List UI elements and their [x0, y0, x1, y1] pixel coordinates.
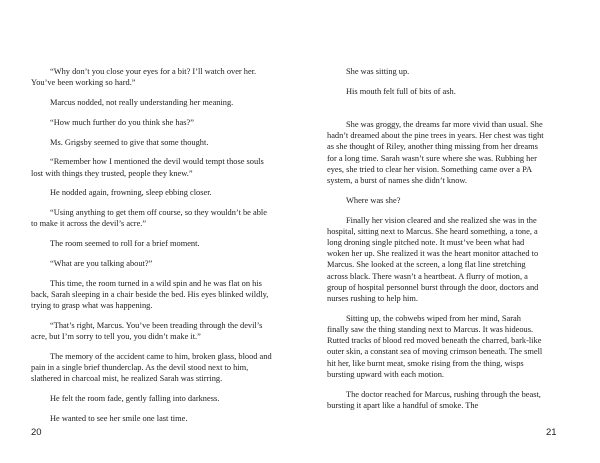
paragraph: The doctor reached for Marcus, rushing through the beast, bursting it apart like a handful of smoke. The — [327, 389, 541, 410]
paragraph: Marcus nodded, not really understanding her meaning. — [50, 98, 234, 107]
paragraph: The memory of the accident came to him, broken glass, blood and pain in a single brief thunderclap. As the devil stood next to him, slathered in charcoal mist, he realized Sarah was stirring. — [31, 351, 272, 384]
paragraph: Ms. Grigsby seemed to give that some thought. — [50, 137, 209, 147]
paragraph: She was sitting up. — [346, 67, 410, 76]
paragraph: “Using anything to get them off course, so they wouldn’t be able to make it across the devil’s acre.” — [31, 208, 267, 229]
right-page-text — [327, 66, 544, 420]
paragraph: She was groggy, the dreams far more vivid than usual. She hadn’t dreamed about the pine trees in years. Her chest was tight as she thought of Riley, another thing missing from her dreams for a long time. Sarah wasn’t sure where she was. Rubbing her eyes, she tried to clear her vision. Something came over a PA system, a burst of names she didn’t know. — [327, 120, 544, 186]
paragraph: “Remember how I mentioned the devil would tempt those souls lost with things they trusted, people they knew.” — [31, 157, 264, 178]
page-number: 21 — [546, 427, 557, 438]
paragraph: This time, the room turned in a wild spin and he was flat on his back, Sarah sleeping in a chair beside the bed. His eyes blinked wildly, trying to grasp what was happening. — [31, 278, 269, 311]
paragraph: “How much further do you think she has?” — [50, 117, 194, 127]
left-page-text — [31, 66, 273, 433]
paragraph: “Why don’t you close your eyes for a bit? I’ll watch over her. You’ve been working so hard.” — [31, 67, 257, 88]
paragraph: Finally her vision cleared and she realized she was in the hospital, sitting next to Marcus. She heard something, a tone, a long droning single pitched note. It must’ve been what had woken her up. She realized it was the heart monitor attached to Marcus. She looked at the screen, a long flat line stretching across black. There wasn’t a heartbeat. A flurry of motion, a group of hospital personnel burst through the door, doctors and nurses rushing to help him. — [327, 215, 539, 304]
paragraph: The room seemed to roll for a brief moment. — [50, 239, 200, 249]
page-number: 20 — [31, 427, 42, 438]
paragraph: Where was she? — [346, 195, 401, 205]
paragraph: His mouth felt full of bits of ash. — [346, 86, 456, 96]
paragraph: “What are you talking about?” — [50, 258, 153, 268]
paragraph: He wanted to see her smile one last time. — [50, 413, 188, 423]
paragraph: He felt the room fade, gently falling into darkness. — [50, 394, 220, 404]
paragraph: “That’s right, Marcus. You’ve been treading through the devil’s acre, but I’m sorry to tell you, you didn’t make it.” — [31, 320, 263, 342]
right-page — [300, 0, 600, 463]
paragraph: Sitting up, the cobwebs wiped from her mind, Sarah finally saw the thing standing next to Marcus. It was hideous. Rutted tracks of blood red moved beneath the charred, bark-like outer skin, a constant sea of moving crimson beneath. The smell hit her, like burnt meat, smoke rising from the thing, wisps bursting upward with each motion. — [327, 313, 543, 379]
paragraph: He nodded again, frowning, sleep ebbing closer. — [50, 188, 212, 198]
